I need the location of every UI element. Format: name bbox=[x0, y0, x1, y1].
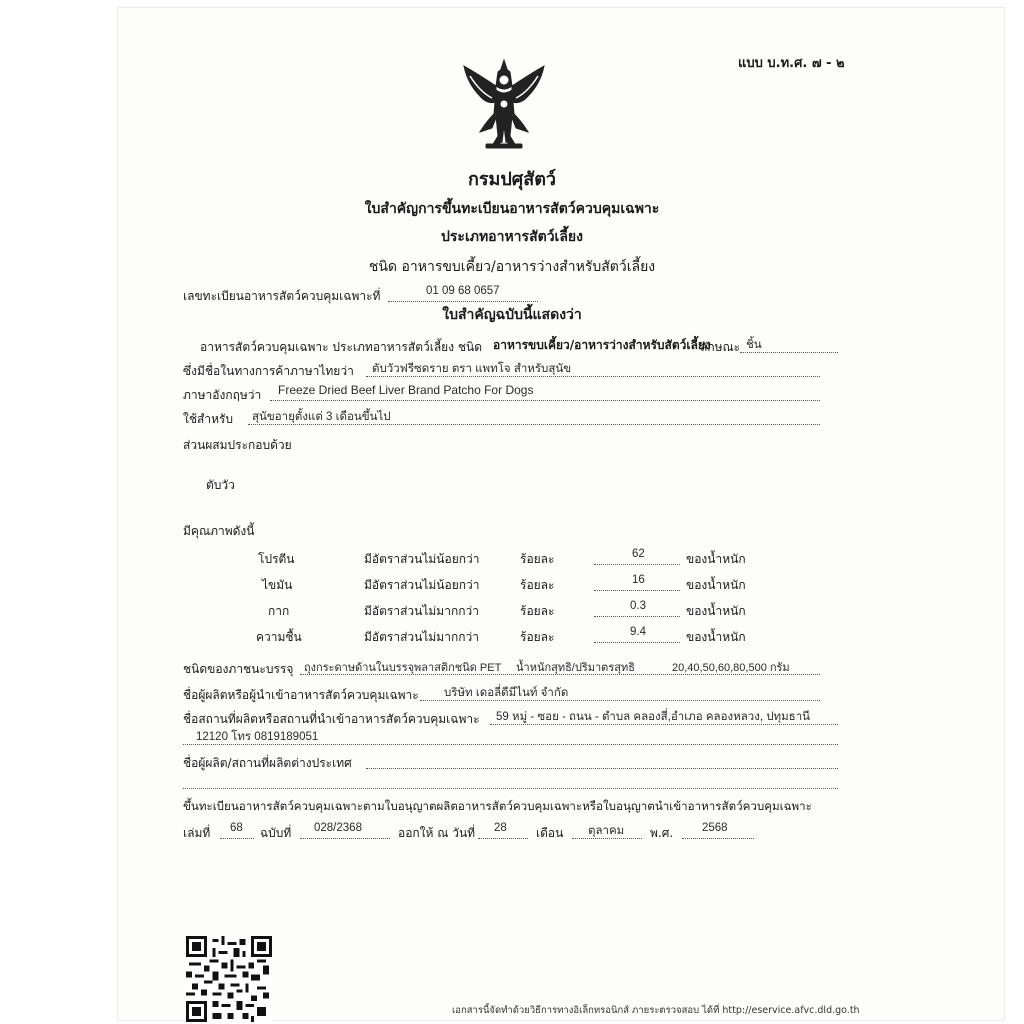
quality-value: 0.3 bbox=[630, 600, 646, 612]
quality-condition: มีอัตราส่วนไม่มากกว่า bbox=[364, 630, 479, 644]
product-type-value: อาหารขบเคี้ยว/อาหารว่างสำหรับสัตว์เลี้ยง bbox=[493, 338, 711, 352]
product-form-label: ลักษณะ bbox=[700, 340, 741, 354]
certificate-title: ใบสำคัญการขึ้นทะเบียนอาหารสัตว์ควบคุมเฉพาะ bbox=[364, 201, 660, 217]
english-name-value: Freeze Dried Beef Liver Brand Patcho For Dogs bbox=[278, 383, 534, 397]
manufacturer-label: ชื่อผู้ผลิตหรือผู้นำเข้าอาหารสัตว์ควบคุมเฉพาะ bbox=[183, 688, 419, 702]
english-name-dotline bbox=[270, 400, 820, 401]
book-label: เล่มที่ bbox=[183, 826, 211, 840]
quality-name: กาก bbox=[268, 604, 290, 618]
category-title: ประเภทอาหารสัตว์เลี้ยง bbox=[441, 229, 583, 245]
form-code: แบบ บ.ท.ศ. ๗ - ๒ bbox=[738, 56, 845, 71]
quality-suffix: ของน้ำหนัก bbox=[686, 604, 746, 618]
product-form-value: ชิ้น bbox=[746, 339, 762, 351]
qr-code-icon bbox=[186, 936, 272, 1022]
issued-label: ออกให้ ณ วันที่ bbox=[398, 826, 476, 840]
thai-name-label: ซึ่งมีชื่อในทางการค้าภาษาไทยว่า bbox=[183, 364, 354, 378]
quality-unit: ร้อยละ bbox=[520, 604, 555, 618]
registration-label: เลขทะเบียนอาหารสัตว์ควบคุมเฉพาะที่ bbox=[183, 289, 381, 303]
quality-value: 62 bbox=[632, 548, 645, 560]
quality-dotline bbox=[594, 642, 680, 643]
subtype-title: ชนิด อาหารขบเคี้ยว/อาหารว่างสำหรับสัตว์เลี้ยง bbox=[368, 259, 656, 275]
location-label: ชื่อสถานที่ผลิตหรือสถานที่นำเข้าอาหารสัตว์ควบคุมเฉพาะ bbox=[183, 712, 480, 726]
location-line2: 12120 โทร 0819189051 bbox=[196, 731, 319, 743]
number-dotline bbox=[300, 838, 390, 839]
license-text: ขึ้นทะเบียนอาหารสัตว์ควบคุมเฉพาะตามใบอนุญาตผลิตอาหารสัตว์ควบคุมเฉพาะหรือใบอนุญาตนำเข้าอาหารสัตว์ควบคุมเฉพาะ bbox=[183, 799, 812, 813]
quality-value: 9.4 bbox=[630, 626, 646, 638]
product-type-label: อาหารสัตว์ควบคุมเฉพาะ ประเภทอาหารสัตว์เลี้ยง ชนิด bbox=[200, 340, 483, 354]
quality-dotline bbox=[594, 616, 680, 617]
month-label: เดือน bbox=[536, 826, 564, 840]
quality-name: ความชื้น bbox=[256, 630, 302, 644]
packaging-value: ถุงกระดาษด้านในบรรจุพลาสติกชนิด PET bbox=[304, 662, 502, 674]
registration-dotline bbox=[388, 301, 538, 302]
quality-dotline bbox=[594, 590, 680, 591]
use-label: ใช้สำหรับ bbox=[183, 412, 234, 426]
quality-name: ไขมัน bbox=[262, 578, 293, 592]
quality-condition: มีอัตราส่วนไม่มากกว่า bbox=[364, 604, 479, 618]
use-value: สุนัขอายุตั้งแต่ 3 เดือนขึ้นไป bbox=[252, 411, 391, 423]
quality-unit: ร้อยละ bbox=[520, 630, 555, 644]
foreign-producer-label: ชื่อผู้ผลิต/สถานที่ผลิตต่างประเทศ bbox=[183, 756, 352, 770]
year-label: พ.ศ. bbox=[650, 826, 674, 840]
quality-heading: มีคุณภาพดังนี้ bbox=[183, 524, 255, 538]
declaration-heading: ใบสำคัญฉบับนี้แสดงว่า bbox=[442, 307, 582, 323]
quality-condition: มีอัตราส่วนไม่น้อยกว่า bbox=[364, 552, 480, 566]
day-value: 28 bbox=[494, 822, 507, 834]
packaging-label: ชนิดของภาชนะบรรจุ bbox=[183, 662, 294, 676]
packaging-weight-value: 20,40,50,60,80,500 กรัม bbox=[672, 662, 790, 674]
quality-suffix: ของน้ำหนัก bbox=[686, 630, 746, 644]
garuda-emblem-icon bbox=[458, 56, 550, 152]
certificate-paper bbox=[118, 8, 1004, 1020]
number-label: ฉบับที่ bbox=[260, 826, 292, 840]
year-dotline bbox=[682, 838, 754, 839]
location-line1: 59 หมู่ - ซอย - ถนน - ตำบล คลองสี่,อำเภอ คลองหลวง, ปทุมธานี bbox=[496, 711, 811, 723]
manufacturer-value: บริษัท เดอลี่ดีมีไนท์ จำกัด bbox=[444, 687, 569, 699]
book-value: 68 bbox=[230, 822, 243, 834]
footer-note: เอกสารนี้จัดทำด้วยวิธีการทางอิเล็กทรอนิกส์ ภายระตรวจสอบ ได้ที่ http://eservice.afvc.dld.go.th bbox=[452, 1005, 860, 1016]
quality-suffix: ของน้ำหนัก bbox=[686, 578, 746, 592]
year-value: 2568 bbox=[702, 822, 728, 834]
quality-value: 16 bbox=[632, 574, 645, 586]
book-dotline bbox=[220, 838, 254, 839]
quality-name: โปรตีน bbox=[258, 552, 295, 566]
foreign-producer-dotline-2 bbox=[183, 788, 838, 789]
packaging-weight-label: น้ำหนักสุทธิ/ปริมาตรสุทธิ bbox=[516, 662, 635, 674]
ingredients-value: ตับวัว bbox=[206, 478, 235, 492]
english-name-label: ภาษาอังกฤษว่า bbox=[183, 388, 262, 402]
day-dotline bbox=[478, 838, 528, 839]
registration-number: 01 09 68 0657 bbox=[426, 285, 500, 297]
foreign-producer-dotline bbox=[366, 768, 838, 769]
quality-dotline bbox=[594, 564, 680, 565]
quality-suffix: ของน้ำหนัก bbox=[686, 552, 746, 566]
quality-condition: มีอัตราส่วนไม่น้อยกว่า bbox=[364, 578, 480, 592]
quality-unit: ร้อยละ bbox=[520, 578, 555, 592]
thai-name-value: ตับวัวฟรีซดราย ตรา แพทโจ สำหรับสุนัข bbox=[372, 363, 572, 375]
number-value: 028/2368 bbox=[314, 822, 362, 834]
month-value: ตุลาคม bbox=[588, 825, 625, 837]
ingredients-label: ส่วนผสมประกอบด้วย bbox=[183, 438, 292, 452]
department-title: กรมปศุสัตว์ bbox=[467, 169, 557, 190]
quality-unit: ร้อยละ bbox=[520, 552, 555, 566]
